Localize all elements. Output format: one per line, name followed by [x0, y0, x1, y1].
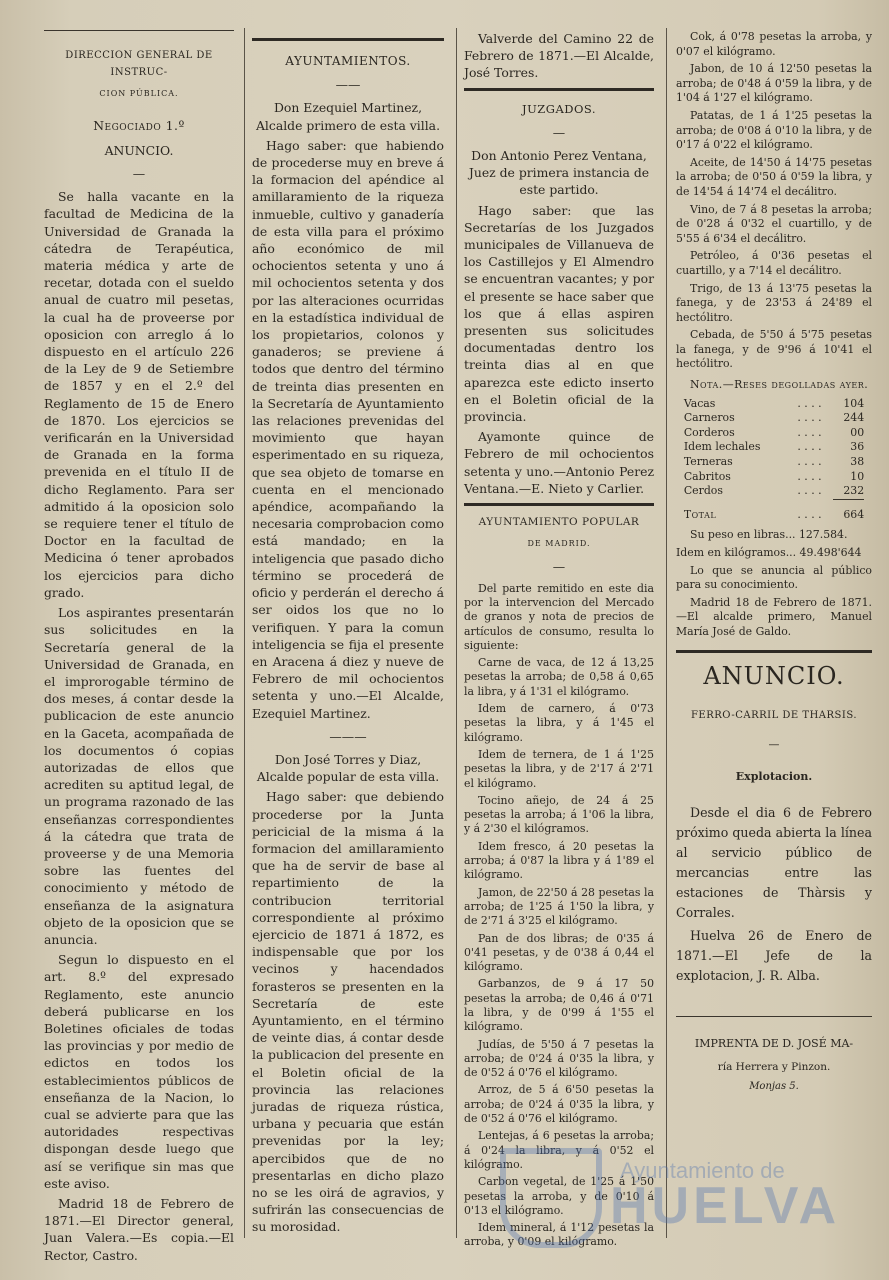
- price-item: Tocino añejo, de 24 á 25 pesetas la arroba; á 1'06 la libra, y á 2'30 el kilógramos.: [464, 793, 654, 836]
- section-heading-cont: CION PÚBLICA.: [99, 89, 179, 99]
- price-item: Lentejas, á 6 pesetas la arroba; á 0'24 la libra, y á 0'52 el kilógramo.: [464, 1129, 654, 1171]
- price-item: Cok, á 0'78 pesetas la arroba, y 0'07 el kilógramo.: [676, 30, 872, 58]
- paragraph: Hago saber: que debiendo procederse por la Junta pericicial de la misma á la formacion del amillaramiento que ha de servir de base al repartimiento de la contribucion territorial correspondiente al próximo ejercicio de 1871 á 1872, es indispensable que por los vecinos y hacendados forasteros se presenten en la Secretaría de este Ayuntamiento, en el término de veinte dias, á contar desde la publicacion del presente en el Boletin oficial de la provincia las relaciones juradas de riqueza rústica, urbana y pecuaria que están prevenidas por la ley; apercibidos que de no presentarlas en dicho plazo no se les oirá de agravios, y sufrirán las consecuencias de su morosidad.: [252, 789, 444, 1235]
- section-heading: AYUNTAMIENTO POPULAR: [478, 516, 640, 529]
- negociado: Negociado 1.º: [93, 117, 185, 133]
- section-heading: JUZGADOS.: [521, 101, 597, 116]
- res-count: 36: [850, 440, 865, 454]
- rule: [464, 503, 654, 506]
- nota: Nota.—Reses degolladas ayer.: [690, 378, 869, 392]
- price-item: Jabon, de 10 á 12'50 pesetas la arroba; de 0'48 á 0'59 la libra, y de 1'04 á 1'27 el kilógramo.: [676, 62, 872, 105]
- intro: Don José Torres y Diaz, Alcalde popular de esta villa.: [256, 751, 440, 785]
- explotacion-heading: Explotacion.: [735, 770, 813, 784]
- column-2: [252, 30, 444, 1239]
- column-divider: [666, 28, 667, 1238]
- rule: [676, 1016, 872, 1017]
- column-1: [44, 30, 234, 1267]
- price-item: Idem de ternera, de 1 á 1'25 pesetas la libra, y de 2'17 á 2'71 el kilógramo.: [464, 747, 654, 790]
- price-item: Patatas, de 1 á 1'25 pesetas la arroba; de 0'08 á 0'10 la libra, y de 0'17 á 0'22 el kilógramo.: [676, 108, 872, 152]
- watermark-text: HUELVA: [610, 1177, 841, 1235]
- intro: Don Ezequiel Martinez, Alcalde primero de esta villa.: [255, 100, 441, 133]
- rule: [464, 88, 654, 91]
- res-name: Cabritos: [683, 469, 731, 483]
- paragraph: Huelva 26 de Enero de 1871.—El Jefe de la explotacion, J. R. Alba.: [676, 927, 872, 983]
- res-count: 00: [850, 425, 865, 439]
- res-count: 244: [843, 411, 865, 425]
- imprenta: Monjas 5.: [749, 1081, 799, 1093]
- paragraph: Desde el dia 6 de Febrero próximo queda abierta la línea al servicio público de mercancias entre las estaciones de Thàrsis y Corrales.: [676, 804, 872, 920]
- anuncio-title: ANUNCIO.: [104, 142, 174, 158]
- paragraph: Hago saber: que las Secretarías de los Juzgados municipales de Villanueva de los Castillejos y El Almendro se encuentran vacantes; y por el presente se hace saber que los que á ellas aspiren presenten sus solicitudes documentadas dentro los treinta dias al en que aparezca este edicto inserto en el Boletin oficial de la provincia.: [464, 202, 654, 425]
- res-name: Terneras: [683, 455, 733, 469]
- signature: Valverde del Camino 22 de Febrero de 1871.—El Alcalde, José Torres.: [464, 31, 654, 81]
- price-item: Judías, de 5'50 á 7 pesetas la arroba; de 0'24 á 0'35 la libra, y de 0'52 á 0'76 el kilógramo.: [464, 1037, 654, 1080]
- column-4: [676, 30, 872, 1095]
- price-item: Idem mineral, á 1'12 pesetas la arroba, y 0'09 el kilógramo.: [464, 1221, 654, 1249]
- dash: —: [768, 737, 780, 751]
- price-item: Trigo, de 13 á 13'75 pesetas la fanega, y de 23'53 á 24'89 el hectólitro.: [676, 281, 872, 324]
- paragraph: Ayamonte quince de Febrero de mil ochocientos setenta y uno.—Antonio Perez Ventana.—E. Nieto y Carlier.: [464, 429, 654, 496]
- price-item: Jamon, de 22'50 á 28 pesetas la arroba; de 1'25 á 1'50 la libra, y de 2'71 á 3'25 el kilógramo.: [464, 885, 654, 928]
- dash: —: [552, 559, 566, 575]
- price-item: Petróleo, á 0'36 pesetas el cuartillo, y a 7'14 el decálitro.: [676, 249, 872, 277]
- watermark: [470, 1128, 841, 1238]
- column-divider: [244, 28, 245, 1238]
- paragraph: Se halla vacante en la facultad de Medicina de la Universidad de Granada la cátedra de Terapéutica, materia médica y arte de recetar, dotada con el sueldo anual de cuatro mil pesetas, la cual ha de proveerse por oposicion con arreglo á lo dispuesto en el artículo 226 de la Ley de 9 de Setiembre de 1857 y en el 2.º del Reglamento de 15 de Enero de 1870. Los ejercicios se verificarán en la Universidad de Granada en la forma prevenida en el título II de dicho Reglamento. Para ser admitido á la oposicion solo se requiere tener el título de Doctor en la facultad de Medicina ó tener aprobados los ejercicios para dicho grado.: [44, 189, 234, 600]
- price-item: Idem fresco, á 20 pesetas la arroba; á 0'87 la libra y á 1'89 el kilógramo.: [464, 839, 654, 882]
- ferro-notice: [676, 803, 872, 986]
- res-name: Cerdos: [683, 484, 723, 498]
- price-item: Carbon vegetal, de 1'25 á 1'50 pesetas la arroba, y de 0'10 á 0'13 el kilógramo.: [464, 1175, 654, 1217]
- res-count: 10: [850, 469, 865, 483]
- signature: Madrid 18 de Febrero de 1871.—El Director general, Juan Valera.—Es copia.—El Rector, Castro.: [44, 1196, 234, 1263]
- price-item: Garbanzos, de 9 á 17 50 pesetas la arroba; de 0,46 á 0'71 la libra, y de 0'99 á 1'55 el kilógramo.: [464, 977, 654, 1034]
- price-item: Pan de dos libras; de 0'35 á 0'41 pesetas, y de 0'38 á 0,44 el kilógramo.: [464, 931, 654, 974]
- paragraph: Hago saber: que habiendo de procederse muy en breve á la formacion del apéndice al amillaramiento de la riqueza inmueble, cultivo y ganadería de esta villa para el próximo año económico de mil ochocientos setenta y uno á mil ochocientos setenta y dos por las alteraciones ocurridas en la estadística individual de los propietarios, colonos y ganaderos; se previene á todos que dentro del término de treinta dias presenten en la Secretaría de Ayuntamiento las relaciones prevenidas del movimiento que hayan esperimentado en su riqueza, que sea objeto de tomarse en cuenta en el mencionado apéndice, acompañando la necesaria comprobacion como está mandado; en la inteligencia que pasado dicho término se procederá de oficio y perderán el derecho á ser oidos los que no lo verifiquen. Y para la comun inteligencia se fija el presente en Aracena á diez y nueve de Febrero de mil ochocientos setenta y uno.—El Alcalde, Ezequiel Martinez.: [252, 137, 444, 721]
- dash: —: [552, 124, 566, 140]
- res-name: Corderos: [683, 425, 735, 439]
- table-row: Carneros . . . . 244: [683, 411, 865, 425]
- imprenta: IMPRENTA DE D. JOSÉ MA-: [694, 1036, 854, 1050]
- section-heading: AYUNTAMIENTOS.: [285, 54, 411, 68]
- res-name: Vacas: [683, 396, 716, 410]
- price-item: Idem de carnero, á 0'73 pesetas la libra, y á 1'45 el kilógramo.: [464, 702, 654, 744]
- price-item: Vino, de 7 á 8 pesetas la arroba; de 0'28 á 0'32 el cuartillo, y de 5'55 á 6'34 el decálitro.: [676, 202, 872, 245]
- intro: Don Antonio Perez Ventana, Juez de primera instancia de este partido.: [468, 148, 650, 198]
- section-heading: DIRECCION GENERAL DE INSTRUC-: [65, 50, 213, 79]
- total-row: Total . . . . 664: [684, 499, 864, 522]
- top-rule: [44, 30, 234, 31]
- paragraph: Los aspirantes presentarán sus solicitudes en la Secretaría general de la Universidad de Granada, en el improrogable término de dos meses, á contar desde la publicacion de este anuncio en la Gaceta, acompañada de los documentos ó copias autorizadas de ellos que acrediten su aptitud legal, de un programa razonado de las enseñanzas correspondientes á la cátedra que trata de proveerse y de una Memoria sobre las fuentes del conocimiento y método de enseñanza de la asignatura objeto de la oposicion que se anuncia.: [44, 605, 234, 947]
- reses-table: [684, 397, 864, 523]
- section-heading: FERRO-CARRIL DE THARSIS.: [690, 710, 858, 722]
- imprenta: ría Herrera y Pinzon.: [717, 1060, 831, 1073]
- table-row: Cerdos . . . . 232: [683, 484, 865, 498]
- table-row: Corderos . . . . 00: [683, 425, 865, 439]
- price-item: Aceite, de 14'50 á 14'75 pesetas la arroba; de 0'50 á 0'59 la libra, y de 14'54 á 14'74 el decálitro.: [676, 155, 872, 198]
- shield-icon: [500, 1148, 602, 1248]
- res-count: 38: [850, 455, 865, 469]
- total-label: Total: [683, 507, 717, 521]
- res-count: 104: [843, 396, 865, 410]
- dash: ———: [329, 728, 367, 744]
- table-row: Terneras . . . . 38: [683, 455, 865, 469]
- price-item: Arroz, de 5 á 6'50 pesetas la arroba; de 0'24 á 0'35 la libra, y de 0'52 á 0'76 el kilógramo.: [464, 1083, 654, 1126]
- column-3: [464, 30, 654, 1253]
- paragraph: Del parte remitido en este dia por la intervencion del Mercado de granos y nota de precios de artículos de consumo, resulta lo siguiente:: [464, 581, 654, 652]
- res-name: Idem lechales: [683, 440, 761, 454]
- res-name: Carneros: [683, 411, 735, 425]
- signature: Madrid 18 de Febrero de 1871. —El alcalde primero, Manuel María José de Galdo.: [676, 595, 872, 638]
- paragraph: Idem en kilógramos... 49.498'644: [676, 546, 862, 559]
- paragraph: Segun lo dispuesto en el art. 8.º del expresado Reglamento, este anuncio deberá publicarse en los Boletines oficiales de todas las provincias y por medio de edictos en todos los establecimientos públicos de enseñanza de la Nacion, lo cual se advierte para que las autoridades respectivas dispongan desde luego que así se verifique sin mas que este aviso.: [44, 952, 234, 1191]
- anuncio-title: ANUNCIO.: [703, 661, 845, 690]
- paragraph: Lo que se anuncia al público para su conocimiento.: [676, 563, 872, 592]
- section-heading-cont: DE MADRID.: [527, 539, 591, 549]
- table-row: Cabritos . . . . 10: [683, 469, 865, 483]
- price-item: Carne de vaca, de 12 á 13,25 pesetas la arroba; de 0,58 á 0,65 la libra, y á 1'31 el kilógramo.: [464, 656, 654, 698]
- top-rule: [252, 38, 444, 41]
- rule: [676, 650, 872, 653]
- table-row: Vacas . . . . 104: [683, 396, 865, 410]
- total-count: 664: [833, 499, 864, 522]
- dash: —: [132, 166, 146, 182]
- column-divider: [456, 28, 457, 1238]
- watermark-text: Ayuntamiento de: [620, 1158, 785, 1183]
- res-count: 232: [843, 484, 865, 498]
- table-row: Idem lechales . . . . 36: [683, 440, 865, 454]
- dash: ——: [335, 77, 361, 93]
- paragraph: Su peso en libras... 127.584.: [690, 528, 848, 542]
- price-item: Cebada, de 5'50 á 5'75 pesetas la fanega, y de 9'96 á 10'41 el hectólitro.: [676, 328, 872, 371]
